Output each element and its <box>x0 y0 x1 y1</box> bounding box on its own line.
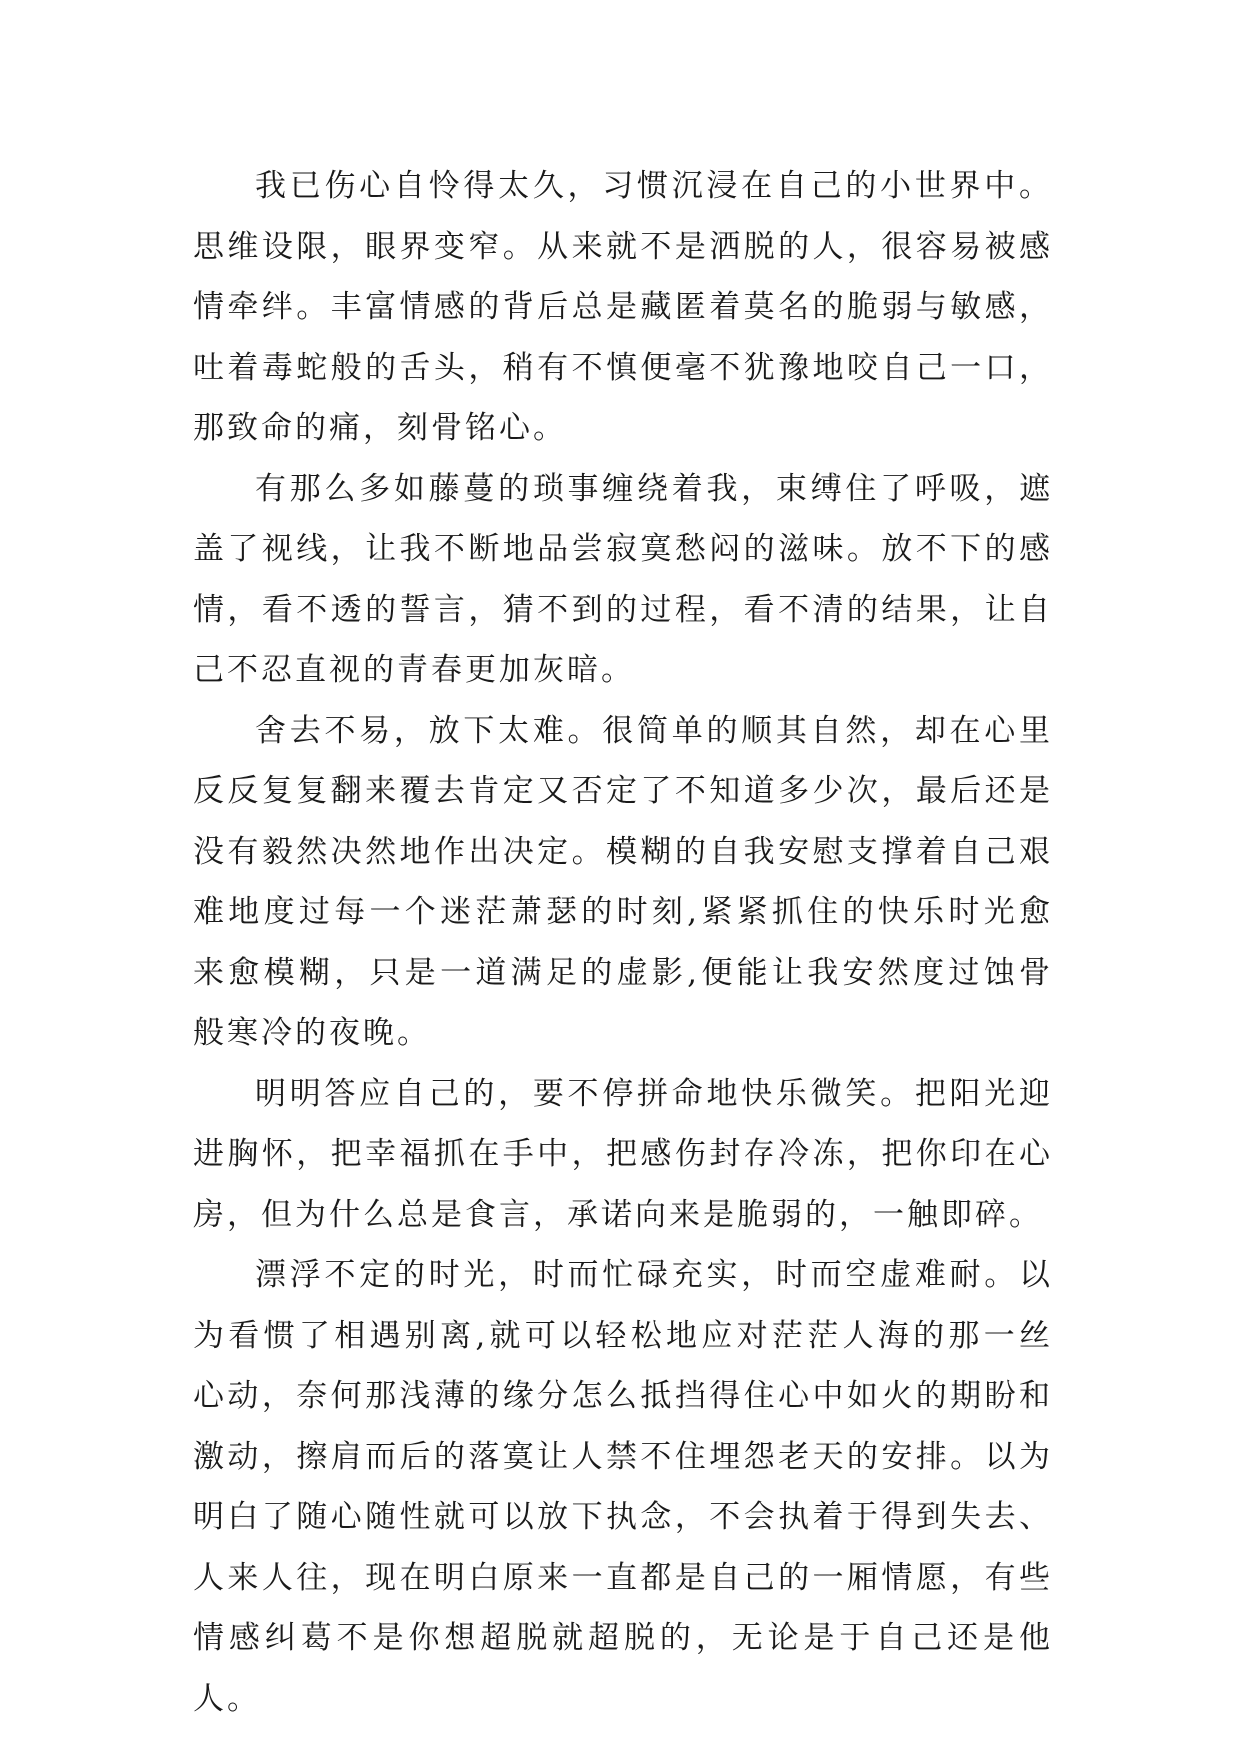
paragraph-3: 舍去不易，放下太难。很简单的顺其自然，却在心里反反复复翻来覆去肯定又否定了不知道多少次，最后还是没有毅然决然地作出决定。模糊的自我安慰支撑着自己艰难地度过每一个迷茫萧瑟的时刻,紧紧抓住的快乐时光愈来愈模糊，只是一道满足的虚影,便能让我安然度过蚀骨般寒冷的夜晚。 <box>193 712 1053 1051</box>
paragraph-2: 有那么多如藤蔓的琐事缠绕着我，束缚住了呼吸，遮盖了视线，让我不断地品尝寂寞愁闷的滋味。放不下的感情，看不透的誓言，猜不到的过程，看不清的结果，让自己不忍直视的青春更加灰暗。 <box>193 470 1053 688</box>
paragraph-5: 漂浮不定的时光，时而忙碌充实，时而空虚难耐。以为看惯了相遇别离,就可以轻松地应对茫茫人海的那一丝心动，奈何那浅薄的缘分怎么抵挡得住心中如火的期盼和激动，擦肩而后的落寞让人禁不住埋怨老天的安排。以为明白了随心随性就可以放下执念，不会执着于得到失去、人来人往，现在明白原来一直都是自己的一厢情愿，有些情感纠葛不是你想超脱就超脱的，无论是于自己还是他人。 <box>193 1257 1053 1717</box>
paragraph-4: 明明答应自己的，要不停拼命地快乐微笑。把阳光迎进胸怀，把幸福抓在手中，把感伤封存冷冻，把你印在心房，但为什么总是食言，承诺向来是脆弱的，一触即碎。 <box>193 1075 1053 1233</box>
body-text <box>193 156 1053 1729</box>
paragraph-1: 我已伤心自怜得太久，习惯沉浸在自己的小世界中。思维设限，眼界变窄。从来就不是洒脱的人，很容易被感情牵绊。丰富情感的背后总是藏匿着莫名的脆弱与敏感，吐着毒蛇般的舌头，稍有不慎便毫不犹豫地咬自己一口，那致命的痛，刻骨铭心。 <box>193 168 1053 446</box>
